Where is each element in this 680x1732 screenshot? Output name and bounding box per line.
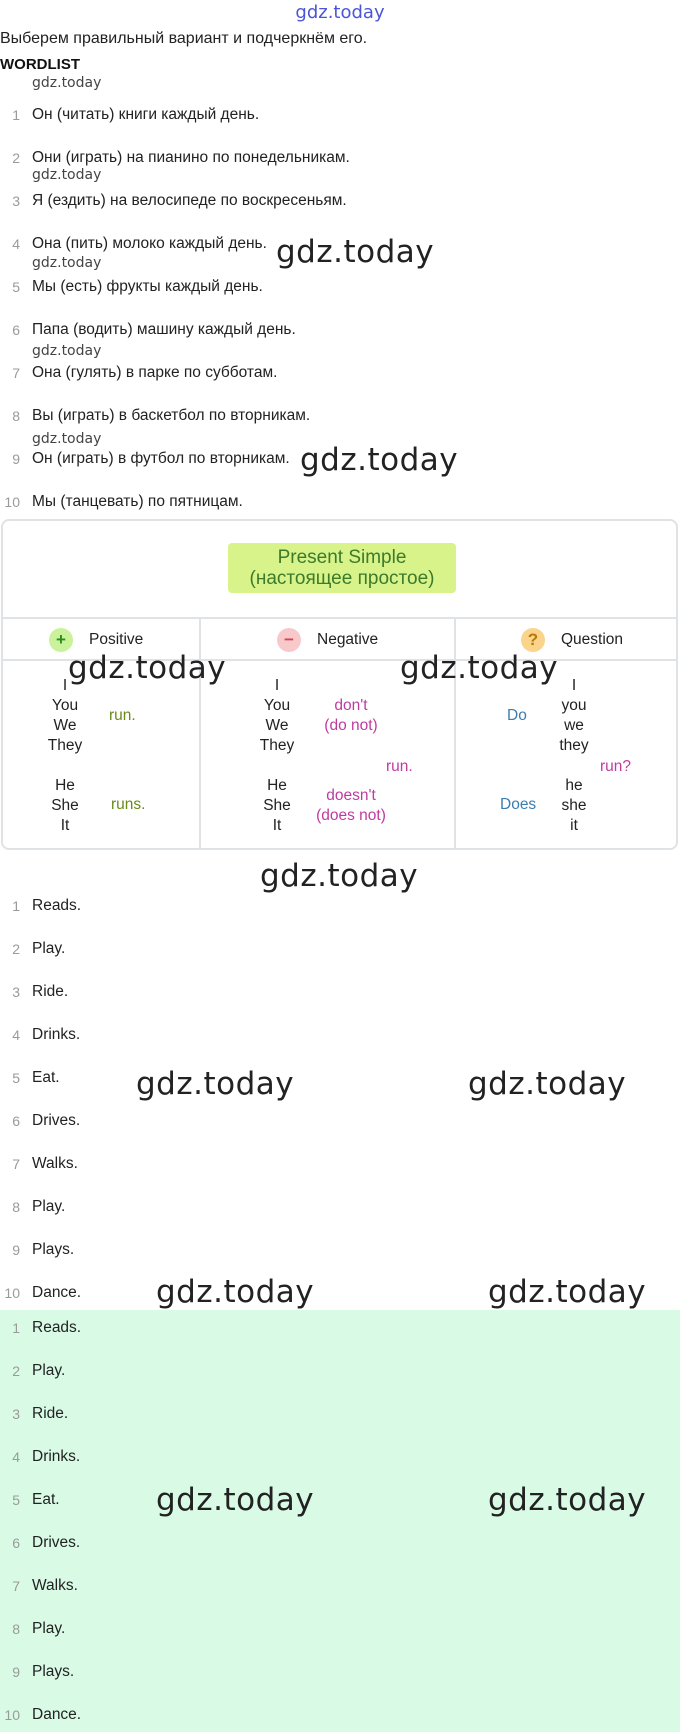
item-number: 10 <box>4 1707 20 1723</box>
watermark: gdz.today <box>276 234 435 270</box>
question-icon: ? <box>521 628 545 652</box>
item-text: Он (играть) в футбол по вторникам. <box>32 450 290 467</box>
item-text: Ride. <box>32 1405 69 1422</box>
item-number: 3 <box>12 1406 20 1422</box>
watermark: gdz.today <box>400 650 559 686</box>
instruction-text: Выберем правильный вариант и подчеркнём его. <box>0 30 368 47</box>
answer-item <box>0 895 81 917</box>
item-text: Eat. <box>32 1491 60 1508</box>
question-aux-a: Do <box>507 707 527 724</box>
item-text: Мы (есть) фрукты каждый день. <box>32 278 263 295</box>
item-number: 8 <box>12 1199 20 1215</box>
pronoun: we <box>564 717 584 734</box>
aux-word: don't <box>334 697 368 714</box>
exercise-item <box>0 319 296 341</box>
item-text: Drinks. <box>32 1448 81 1465</box>
item-number: 9 <box>12 451 20 467</box>
header-question-label: Question <box>561 631 624 648</box>
pronoun: you <box>561 697 587 714</box>
item-text: Drives. <box>32 1534 81 1551</box>
pronoun: You <box>51 697 79 714</box>
item-text: Dance. <box>32 1706 82 1723</box>
watermark: gdz.today <box>468 1066 627 1102</box>
item-number: 1 <box>12 1320 20 1336</box>
item-number: 2 <box>12 150 20 166</box>
grammar-title-line1: Present Simple <box>277 547 407 568</box>
aux-note: (do not) <box>324 717 378 734</box>
item-text: Папа (водить) машину каждый день. <box>32 321 296 338</box>
item-number: 3 <box>12 984 20 1000</box>
answer-item <box>0 1196 65 1218</box>
watermark-small: gdz.today <box>32 343 102 359</box>
item-number: 6 <box>12 322 20 338</box>
item-text: Она (гулять) в парке по субботам. <box>32 364 278 381</box>
answer-item <box>0 1618 65 1640</box>
exercise-item <box>0 362 277 384</box>
item-text: Она (пить) молоко каждый день. <box>32 235 267 252</box>
item-number: 3 <box>12 193 20 209</box>
pronoun: they <box>559 737 589 754</box>
item-text: Мы (танцевать) по пятницам. <box>32 493 243 510</box>
item-number: 5 <box>12 1070 20 1086</box>
pronoun: He <box>55 777 75 794</box>
positive-pronouns-b <box>35 776 95 836</box>
item-number: 4 <box>12 236 20 252</box>
exercise-item <box>0 147 350 169</box>
pronoun: She <box>51 797 79 814</box>
question-pronouns-a <box>544 676 604 756</box>
answer-item <box>0 1704 81 1726</box>
exercise-item <box>0 104 259 126</box>
pronoun: I <box>274 677 280 694</box>
positive-pronouns-a <box>35 676 95 756</box>
negative-verb: run. <box>386 758 413 775</box>
watermark: gdz.today <box>488 1482 647 1518</box>
item-text: Play. <box>32 940 66 957</box>
answer-item <box>0 1153 78 1175</box>
pronoun: he <box>565 777 583 794</box>
item-number: 5 <box>12 1492 20 1508</box>
answer-item <box>0 981 68 1003</box>
pronoun: You <box>263 697 291 714</box>
answer-item <box>0 1317 81 1339</box>
answer-item <box>0 1360 65 1382</box>
grammar-title <box>228 543 456 593</box>
item-text: Plays. <box>32 1663 75 1680</box>
aux-note: (does not) <box>316 807 386 824</box>
positive-verb-a: run. <box>109 707 136 724</box>
item-number: 1 <box>12 898 20 914</box>
answer-item <box>0 1446 80 1468</box>
header-negative-label: Negative <box>317 631 379 648</box>
watermark: gdz.today <box>156 1274 315 1310</box>
pronoun: I <box>571 677 577 694</box>
watermark-small: gdz.today <box>32 167 102 183</box>
item-text: Play. <box>32 1198 66 1215</box>
item-number: 8 <box>12 1621 20 1637</box>
item-text: Plays. <box>32 1241 75 1258</box>
item-number: 6 <box>12 1535 20 1551</box>
answer-highlight-section <box>0 1310 680 1732</box>
answer-item <box>0 1661 74 1683</box>
watermark: gdz.today <box>300 442 459 478</box>
item-number: 9 <box>12 1242 20 1258</box>
watermark: gdz.today <box>156 1482 315 1518</box>
pronoun: I <box>62 677 68 694</box>
item-text: Ride. <box>32 983 69 1000</box>
watermark: gdz.today <box>68 650 227 686</box>
answer-item <box>0 1575 78 1597</box>
answer-item <box>0 1282 81 1304</box>
pronoun: They <box>259 737 295 754</box>
item-text: Play. <box>32 1620 66 1637</box>
item-number: 7 <box>12 1578 20 1594</box>
item-text: Eat. <box>32 1069 60 1086</box>
question-pronouns-b <box>544 776 604 836</box>
item-number: 8 <box>12 408 20 424</box>
answer-item <box>0 938 65 960</box>
minus-icon: − <box>277 628 301 652</box>
grammar-title-line2: (настоящее простое) <box>249 568 435 589</box>
header-positive-label: Positive <box>89 631 144 648</box>
watermark-small: gdz.today <box>32 431 102 447</box>
pronoun: It <box>60 817 70 834</box>
pronoun: They <box>47 737 83 754</box>
exercise-item <box>0 233 267 255</box>
watermark-small: gdz.today <box>32 255 102 271</box>
watermark: gdz.today <box>488 1274 647 1310</box>
item-number: 7 <box>12 365 20 381</box>
item-text: Dance. <box>32 1284 82 1301</box>
item-number: 9 <box>12 1664 20 1680</box>
item-text: Reads. <box>32 897 82 914</box>
pronoun: she <box>561 797 587 814</box>
negative-pronouns-b <box>247 776 307 836</box>
negative-aux-a <box>316 696 386 736</box>
item-text: Я (ездить) на велосипеде по воскресеньям. <box>32 192 347 209</box>
question-verb: run? <box>600 758 632 775</box>
top-watermark: gdz.today <box>295 2 385 23</box>
answer-item <box>0 1532 80 1554</box>
answer-item <box>0 1239 74 1261</box>
item-text: Drinks. <box>32 1026 81 1043</box>
exercise-item <box>0 405 310 427</box>
item-text: Они (играть) на пианино по понедельникам. <box>32 149 350 166</box>
item-number: 4 <box>12 1449 20 1465</box>
divider <box>3 617 676 619</box>
watermark: gdz.today <box>260 858 419 894</box>
answer-item <box>0 1067 60 1089</box>
item-number: 6 <box>12 1113 20 1129</box>
item-text: Drives. <box>32 1112 81 1129</box>
plus-icon: + <box>49 628 73 652</box>
negative-pronouns-a <box>247 676 307 756</box>
aux-word: doesn't <box>326 787 376 804</box>
pronoun: It <box>272 817 282 834</box>
exercise-item <box>0 448 290 470</box>
item-number: 2 <box>12 941 20 957</box>
exercise-item <box>0 276 263 298</box>
pronoun: She <box>263 797 291 814</box>
answer-item <box>0 1489 60 1511</box>
item-text: Он (читать) книги каждый день. <box>32 106 260 123</box>
answer-item <box>0 1024 80 1046</box>
answer-item <box>0 1403 68 1425</box>
pronoun: it <box>570 817 578 834</box>
positive-verb-b: runs. <box>111 796 146 813</box>
item-number: 7 <box>12 1156 20 1172</box>
item-text: Walks. <box>32 1577 78 1594</box>
question-aux-b: Does <box>500 796 537 813</box>
exercise-item <box>0 491 243 513</box>
exercise-item <box>0 190 347 212</box>
watermark: gdz.today <box>136 1066 295 1102</box>
item-number: 10 <box>4 494 20 510</box>
pronoun: We <box>53 717 77 734</box>
wordlist-link[interactable]: WORDLIST <box>0 56 80 73</box>
item-text: Вы (играть) в баскетбол по вторникам. <box>32 407 311 424</box>
item-text: Play. <box>32 1362 66 1379</box>
negative-aux-b <box>309 786 393 826</box>
pronoun: We <box>265 717 289 734</box>
watermark-small: gdz.today <box>32 75 102 91</box>
item-number: 1 <box>12 107 20 123</box>
answer-item <box>0 1110 80 1132</box>
item-number: 2 <box>12 1363 20 1379</box>
header-negative <box>277 627 378 653</box>
item-number: 4 <box>12 1027 20 1043</box>
item-text: Reads. <box>32 1319 82 1336</box>
item-number: 10 <box>4 1285 20 1301</box>
item-text: Walks. <box>32 1155 78 1172</box>
pronoun: He <box>267 777 287 794</box>
item-number: 5 <box>12 279 20 295</box>
